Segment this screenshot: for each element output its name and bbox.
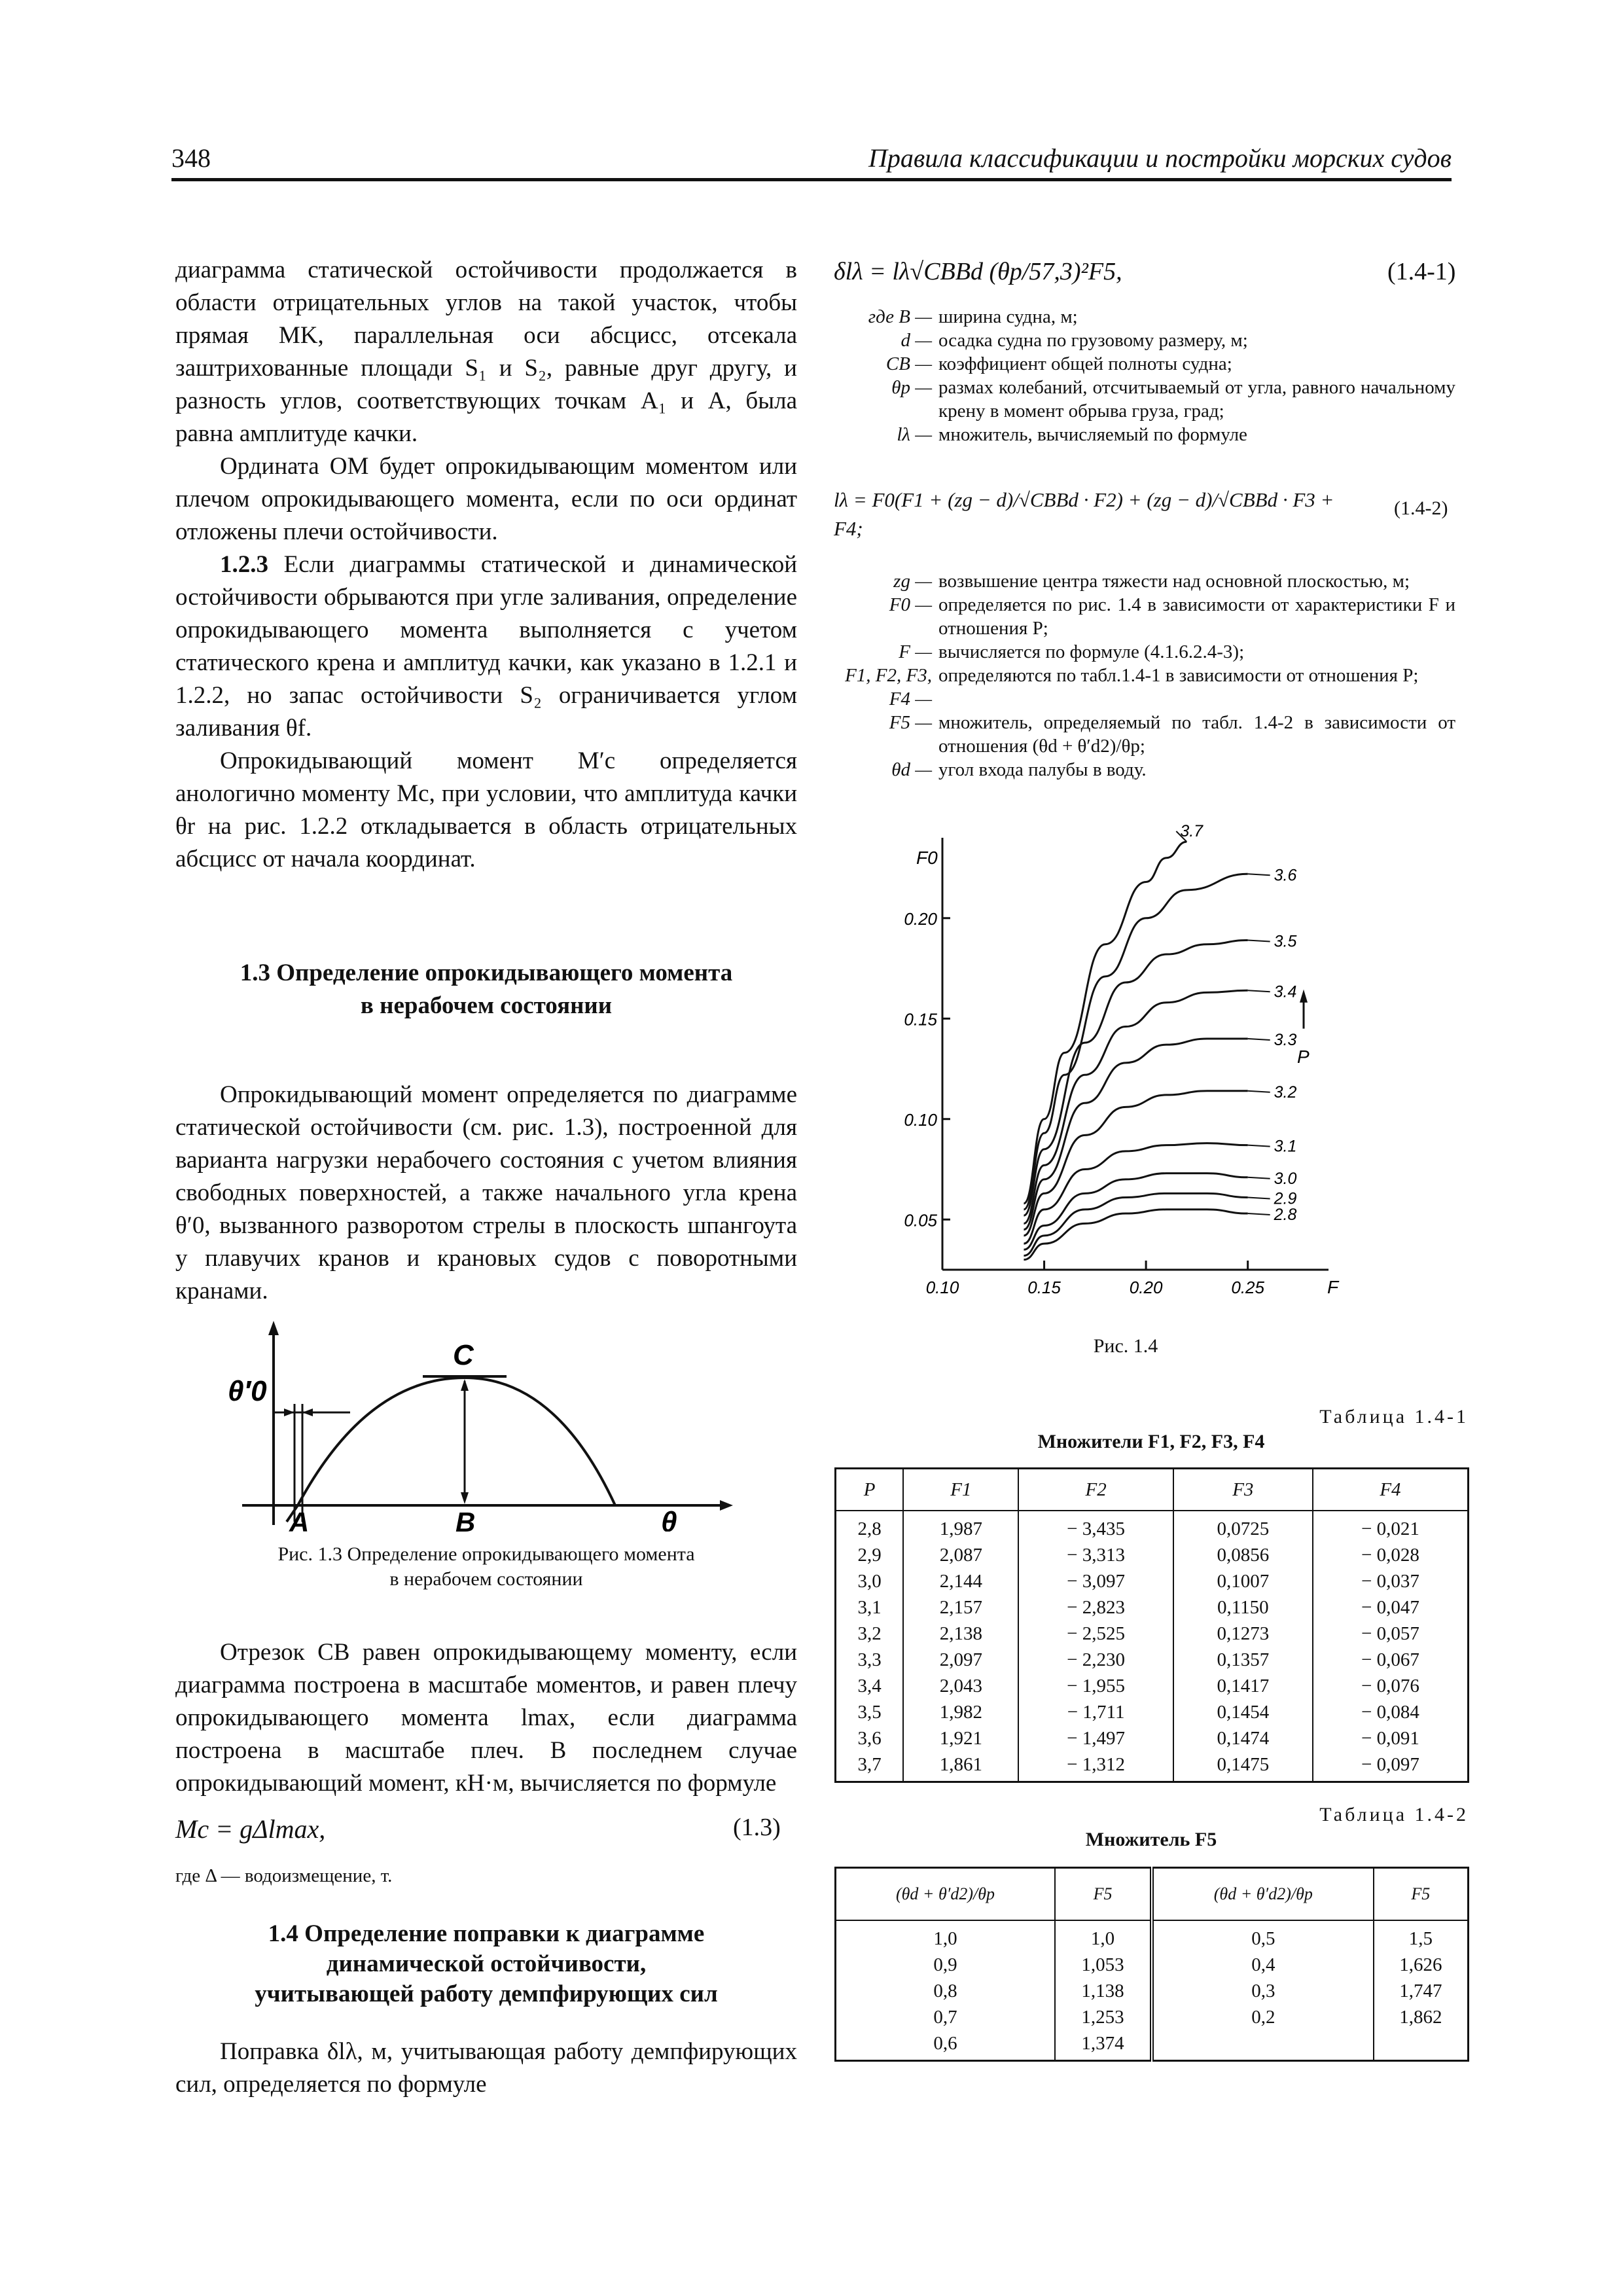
- table-cell: 2,043: [903, 1673, 1018, 1699]
- table-cell: 1,982: [903, 1699, 1018, 1725]
- definition-symbol: d —: [901, 330, 932, 351]
- table-cell: 3,4: [836, 1673, 904, 1699]
- paragraph-7: Поправка δlλ, м, учитывающая работу демпфирующих сил, определяется по формуле: [175, 2038, 797, 2098]
- definition-symbol: F0 —: [889, 594, 932, 615]
- table-cell: 1,862: [1374, 2004, 1469, 2030]
- table-cell: − 0,067: [1313, 1647, 1469, 1673]
- table-cell: 3,5: [836, 1699, 904, 1725]
- fig13-arrow-left: [284, 1408, 294, 1416]
- table-row: [836, 1594, 1469, 1621]
- definition-text: осадка судна по грузовому размеру, м;: [938, 330, 1248, 351]
- chart-series-label: 3.7: [1180, 822, 1204, 840]
- table-cell: 0,1474: [1173, 1725, 1313, 1751]
- definition-text: возвышение центра тяжести над основной плоскостью, м;: [938, 571, 1410, 592]
- table-cell: 1,921: [903, 1725, 1018, 1751]
- chart-y-tick-label: 0.05: [904, 1210, 937, 1230]
- table-cell: − 0,076: [1313, 1673, 1469, 1699]
- definition-row: [834, 376, 1455, 423]
- fig13-label-B: B: [455, 1507, 476, 1532]
- chart-y-tick-label: 0.10: [904, 1109, 937, 1130]
- chart-series-label: 3.4: [1274, 982, 1297, 1001]
- table-row: [836, 1920, 1469, 1952]
- left-column-lower: [175, 1636, 797, 1800]
- chart-series-leader: [1248, 1091, 1270, 1092]
- definitions-1: [834, 305, 1455, 446]
- table-cell: 0,1007: [1173, 1568, 1313, 1594]
- table-cell: − 2,823: [1018, 1594, 1173, 1621]
- table-cell: − 3,313: [1018, 1542, 1173, 1568]
- paragraph-5: Опрокидывающий момент определяется по диаграмме статической остойчивости (см. рис. 1.3), построенной для варианта нагрузки нерабочего состояния с учетом влияния свободных поверхностей, а также начального угла крена θ′0, вызванного разворотом стрелы в плоскость шпангоута у плавучих кранов и крановых судов с поворотными кранами.: [175, 1081, 797, 1304]
- table-row: [836, 1952, 1469, 1978]
- definition-row: [834, 569, 1455, 593]
- table-1-4-2-title: Множитель F5: [1085, 1829, 1217, 1850]
- table-cell: 0,0725: [1173, 1511, 1313, 1542]
- table-cell: 0,9: [836, 1952, 1056, 1978]
- table-cell: [1374, 2030, 1469, 2061]
- table-1-4-2-label: Таблица 1.4-2: [1319, 1804, 1469, 1825]
- table-header-cell: (θd + θ′d2)/θp: [1152, 1868, 1374, 1921]
- table-header-cell: F5: [1374, 1868, 1469, 1921]
- table-cell: − 3,097: [1018, 1568, 1173, 1594]
- table-header-cell: F4: [1313, 1469, 1469, 1511]
- table-cell: 0,8: [836, 1978, 1056, 2004]
- chart-series-leader: [1248, 1145, 1270, 1147]
- figure-1-4-caption: Рис. 1.4: [1093, 1335, 1158, 1357]
- running-title: Правила классификации и постройки морских судов: [868, 143, 1452, 173]
- table-cell: 3,0: [836, 1568, 904, 1594]
- section-1-3-heading-line2: в нерабочем состоянии: [360, 992, 613, 1019]
- chart-series-label: 3.6: [1274, 866, 1297, 885]
- table-cell: 2,138: [903, 1621, 1018, 1647]
- chart-series-label: 3.1: [1274, 1137, 1297, 1156]
- figure-1-3: [216, 1316, 740, 1532]
- table-cell: 1,5: [1374, 1920, 1469, 1952]
- definition-symbol: lλ —: [897, 424, 932, 445]
- table-row: [836, 1568, 1469, 1594]
- definition-text: определяются по табл.1.4-1 в зависимости от отношения P;: [938, 665, 1419, 686]
- table-row: [836, 1621, 1469, 1647]
- fig13-label-A: A: [289, 1507, 310, 1532]
- fig13-label-theta: θ: [661, 1506, 677, 1532]
- table-cell: 0,0856: [1173, 1542, 1313, 1568]
- fig13-label-theta0: θ′0: [228, 1375, 267, 1407]
- table-cell: 2,087: [903, 1542, 1018, 1568]
- formula-1-4-2: lλ = F0(F1 + (zg − d)/√CBBd · F2) + (zg − d)/√CBBd · F3 + F4;: [834, 488, 1334, 540]
- paragraph-6: Отрезок CB равен опрокидывающему моменту, если диаграмма построена в масштабе моментов, и равен плечу опрокидывающего момента lmax, если диаграмма построена в масштабе плеч. В последнем случае опрокидывающий момент, кН·м, вычисляется по формуле: [175, 1639, 797, 1797]
- table-cell: 1,626: [1374, 1952, 1469, 1978]
- table-header-cell: F1: [903, 1469, 1018, 1511]
- definition-symbol: θd —: [891, 759, 932, 780]
- chart-series-leader: [1248, 1197, 1270, 1198]
- fig13-x-arrow: [720, 1500, 733, 1511]
- paragraph-3: [175, 548, 797, 745]
- table-cell: 0,4: [1152, 1952, 1374, 1978]
- table-cell: 3,6: [836, 1725, 904, 1751]
- table-cell: − 0,057: [1313, 1621, 1469, 1647]
- figure-1-3-caption-line2: в нерабочем состоянии: [389, 1568, 583, 1590]
- table-cell: 0,1475: [1173, 1751, 1313, 1782]
- table-cell: 0,5: [1152, 1920, 1374, 1952]
- chart-series-leader: [1248, 941, 1270, 942]
- paragraph-3-text: Если диаграммы статической и динамической остойчивости обрываются при угле заливания, определение опрокидывающего момента выполняется с учетом статического крена и амплитуд качки, как указано в 1.2.1 и 1.2.2, но запас остойчивости S₂ ограничивается углом заливания θf.: [175, 551, 797, 742]
- definition-symbol: F1, F2, F3, F4 —: [845, 665, 932, 709]
- table-cell: 1,861: [903, 1751, 1018, 1782]
- definition-symbol: F —: [899, 641, 932, 662]
- table-cell: 3,3: [836, 1647, 904, 1673]
- definition-row: [834, 711, 1455, 758]
- table-row: [836, 1725, 1469, 1751]
- chart-y-tick-label: 0.15: [904, 1009, 937, 1030]
- table-header-cell: F2: [1018, 1469, 1173, 1511]
- chart-series-label: 3.3: [1274, 1030, 1297, 1049]
- table-cell: 0,1150: [1173, 1594, 1313, 1621]
- table-row: [836, 1699, 1469, 1725]
- table-cell: 0,1357: [1173, 1647, 1313, 1673]
- table-row: [836, 1647, 1469, 1673]
- definition-text: коэффициент общей полноты судна;: [938, 353, 1232, 374]
- formula-1-4-1-number: (1.4-1): [1387, 258, 1456, 285]
- left-column-bottom: [175, 2036, 797, 2101]
- definition-text: ширина судна, м;: [938, 306, 1078, 327]
- table-cell: 0,1417: [1173, 1673, 1313, 1699]
- paragraph-2: Ордината OM будет опрокидывающим моментом или плечом опрокидывающего момента, если по оси ординат отложены плечи остойчивости.: [175, 453, 797, 545]
- fig13-CB-arrow-up: [461, 1379, 469, 1391]
- section-1-3-heading-line1: 1.3 Определение опрокидывающего момента: [240, 960, 733, 986]
- table-cell: 1,747: [1374, 1978, 1469, 2004]
- definition-text: угол входа палубы в воду.: [938, 759, 1147, 780]
- table-header-cell: F3: [1173, 1469, 1313, 1511]
- table-cell: 1,987: [903, 1511, 1018, 1542]
- chart-y-axis-label: F0: [916, 848, 938, 868]
- definition-row: [834, 640, 1455, 664]
- table-cell: − 1,497: [1018, 1725, 1173, 1751]
- table-1-4-1-label: Таблица 1.4-1: [1319, 1406, 1469, 1427]
- table-cell: − 0,047: [1313, 1594, 1469, 1621]
- definition-symbol: F5 —: [889, 712, 932, 733]
- definition-row: [834, 305, 1455, 329]
- chart-x-axis-label: F: [1327, 1277, 1339, 1297]
- chart-y-tick-label: 0.20: [904, 908, 937, 929]
- formula-1-4-1: δlλ = lλ√CBBd (θp/57,3)²F5,: [834, 258, 1122, 285]
- table-cell: − 1,312: [1018, 1751, 1173, 1782]
- chart-x-tick-label: 0.25: [1231, 1278, 1264, 1297]
- table-cell: − 3,435: [1018, 1511, 1173, 1542]
- chart-legend-title: P: [1297, 1046, 1310, 1067]
- table-cell: 1,138: [1055, 1978, 1152, 2004]
- formula-1-3-where: где Δ — водоизмещение, т.: [175, 1865, 393, 1886]
- table-1-4-1: [834, 1467, 1469, 1783]
- chart-x-tick-label: 0.20: [1129, 1278, 1163, 1297]
- table-cell: 0,1273: [1173, 1621, 1313, 1647]
- table-cell: 3,7: [836, 1751, 904, 1782]
- section-1-4-heading-line3: учитывающей работу демпфирующих сил: [255, 1981, 718, 2007]
- definition-text: определяется по рис. 1.4 в зависимости от характеристики F и отношения P;: [938, 594, 1455, 639]
- table-cell: [1152, 2030, 1374, 2061]
- chart-series-leader: [1248, 1177, 1270, 1179]
- definition-row: [834, 593, 1455, 640]
- table-header-row: [836, 1868, 1469, 1921]
- fig13-label-C: C: [453, 1339, 474, 1371]
- table-cell: − 0,097: [1313, 1751, 1469, 1782]
- section-1-4-heading-line1: 1.4 Определение поправки к диаграмме: [268, 1920, 705, 1947]
- table-row: [836, 1978, 1469, 2004]
- table-cell: 2,097: [903, 1647, 1018, 1673]
- chart-series-label: 3.2: [1274, 1083, 1297, 1102]
- definition-text: размах колебаний, отсчитываемый от угла, равного начальному крену в момент обрыва груза, град;: [938, 377, 1455, 422]
- table-cell: − 1,955: [1018, 1673, 1173, 1699]
- chart-series-label: 3.0: [1274, 1169, 1297, 1188]
- table-row: [836, 2030, 1469, 2061]
- table-cell: 0,2: [1152, 2004, 1374, 2030]
- table-1-4-1-title: Множители F1, F2, F3, F4: [1037, 1431, 1265, 1452]
- table-cell: 1,0: [836, 1920, 1056, 1952]
- table-cell: 3,2: [836, 1621, 904, 1647]
- definition-symbol: где B —: [868, 306, 932, 327]
- formula-1-4-2-number: (1.4-2): [1394, 497, 1448, 519]
- table-cell: 0,7: [836, 2004, 1056, 2030]
- table-1-4-2: [834, 1867, 1469, 2062]
- paragraph-3-number: 1.2.3: [220, 551, 268, 578]
- definition-row: [834, 352, 1455, 376]
- definition-text: вычисляется по формуле (4.1.6.2.4-3);: [938, 641, 1245, 662]
- table-row: [836, 1542, 1469, 1568]
- table-cell: 2,157: [903, 1594, 1018, 1621]
- definition-row: [834, 664, 1455, 711]
- definition-text: множитель, определяемый по табл. 1.4-2 в зависимости от отношения (θd + θ′d2)/θp;: [938, 712, 1455, 757]
- chart-series-label: 2.9: [1274, 1189, 1297, 1208]
- table-cell: 1,253: [1055, 2004, 1152, 2030]
- header-rule: [171, 178, 1452, 181]
- table-cell: 0,6: [836, 2030, 1056, 2061]
- fig13-y-arrow: [268, 1321, 279, 1335]
- definition-symbol: CB —: [885, 353, 932, 374]
- chart-series-label: 3.5: [1274, 932, 1297, 951]
- table-cell: 1,374: [1055, 2030, 1152, 2061]
- table-cell: − 2,525: [1018, 1621, 1173, 1647]
- fig13-CB-arrow-down: [461, 1492, 469, 1504]
- chart-series-line: [1024, 990, 1247, 1223]
- definition-text: множитель, вычисляемый по формуле: [938, 424, 1247, 445]
- table-row: [836, 1751, 1469, 1782]
- formula-1-3-number: (1.3): [733, 1814, 781, 1841]
- definition-symbol: zg —: [893, 571, 932, 592]
- table-cell: − 0,021: [1313, 1511, 1469, 1542]
- table-header-cell: F5: [1055, 1868, 1152, 1921]
- table-cell: − 2,230: [1018, 1647, 1173, 1673]
- fig13-arrow-right: [302, 1408, 313, 1416]
- page-number: 348: [171, 143, 211, 173]
- table-header-cell: (θd + θ′d2)/θp: [836, 1868, 1056, 1921]
- paragraph-4: Опрокидывающий момент M′c определяется анологично моменту Mc, при условии, что амплитуда качки θr на рис. 1.2.2 откладывается в область отрицательных абсцисс от начала координат.: [175, 747, 797, 872]
- table-cell: 0,1454: [1173, 1699, 1313, 1725]
- table-cell: 3,1: [836, 1594, 904, 1621]
- chart-series-line: [1024, 874, 1247, 1210]
- definition-row: [834, 329, 1455, 352]
- table-cell: − 0,028: [1313, 1542, 1469, 1568]
- table-cell: − 0,091: [1313, 1725, 1469, 1751]
- fig13-stability-curve: [287, 1378, 615, 1522]
- chart-series-leader: [1248, 990, 1270, 992]
- chart-series-line: [1024, 1174, 1247, 1250]
- table-cell: 0,3: [1152, 1978, 1374, 2004]
- chart-series-line: [1024, 842, 1186, 1204]
- table-header-cell: P: [836, 1469, 904, 1511]
- figure-1-4-chart: [897, 818, 1355, 1316]
- definition-row: [834, 423, 1455, 446]
- table-cell: 1,053: [1055, 1952, 1152, 1978]
- table-cell: − 0,037: [1313, 1568, 1469, 1594]
- table-cell: 2,144: [903, 1568, 1018, 1594]
- figure-1-3-caption: [175, 1542, 797, 1592]
- paragraph-1: диаграмма статической остойчивости продолжается в области отрицательных углов на такой участок, чтобы прямая MK, параллельная оси абсцисс, отсекала заштрихованные площади S₁ и S₂, равные друг другу, и разность углов, соответствующих точкам A₁ и A, была равна амплитуде качки.: [175, 257, 797, 447]
- section-1-4-heading: [175, 1919, 797, 2009]
- chart-p-arrowhead: [1300, 990, 1308, 1003]
- table-header-row: [836, 1469, 1469, 1511]
- table-row: [836, 1511, 1469, 1542]
- chart-series-line: [1024, 1210, 1247, 1260]
- table-row: [836, 1673, 1469, 1699]
- chart-series-leader: [1248, 1213, 1270, 1215]
- definitions-2: [834, 569, 1455, 781]
- formula-1-3: Mc = gΔlmax,: [175, 1814, 326, 1844]
- chart-x-tick-label: 0.10: [925, 1278, 959, 1297]
- table-cell: − 1,711: [1018, 1699, 1173, 1725]
- chart-x-tick-label: 0.15: [1027, 1278, 1061, 1297]
- table-cell: 2,8: [836, 1511, 904, 1542]
- section-1-3-heading: [175, 957, 797, 1022]
- definition-row: [834, 758, 1455, 781]
- left-column-middle: [175, 1079, 797, 1308]
- chart-series-leader: [1248, 1039, 1270, 1040]
- section-1-4-heading-line2: динамической остойчивости,: [326, 1950, 647, 1977]
- table-row: [836, 2004, 1469, 2030]
- table-cell: − 0,084: [1313, 1699, 1469, 1725]
- figure-1-3-caption-line1: Рис. 1.3 Определение опрокидывающего момента: [277, 1543, 695, 1565]
- table-cell: 1,0: [1055, 1920, 1152, 1952]
- chart-series-leader: [1248, 874, 1270, 875]
- table-cell: 2,9: [836, 1542, 904, 1568]
- definition-symbol: θp —: [891, 377, 932, 398]
- left-column-top: [175, 254, 797, 876]
- chart-series-label: 2.8: [1274, 1206, 1297, 1225]
